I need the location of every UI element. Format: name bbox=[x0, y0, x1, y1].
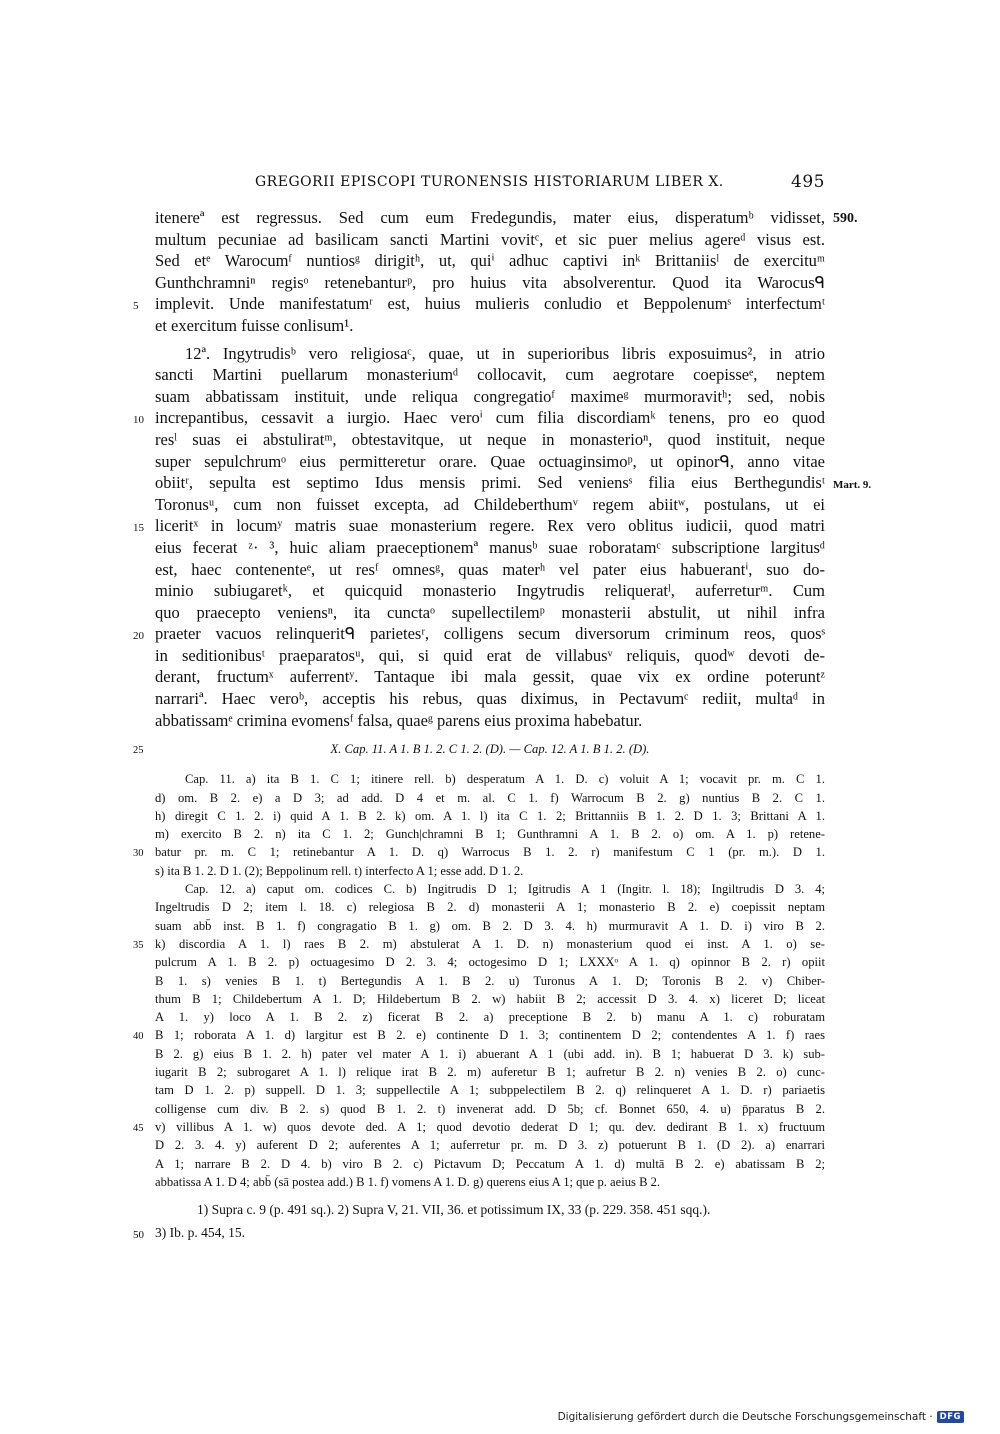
apparatus-line-text: batur pr. m. C 1; retinebantur A 1. D. q) Warrocus B 1. 2. r) manifestum C 1 (pr. m.). D 1. bbox=[155, 845, 825, 860]
text-line bbox=[155, 645, 825, 667]
apparatus-line bbox=[155, 1081, 825, 1099]
apparatus-line bbox=[133, 935, 825, 953]
apparatus-line-text: Cap. 11. a) ita B 1. C 1; itinere rell. b) desperatum A 1. D. c) voluit A 1; vocavit pr. m. C 1. bbox=[185, 772, 825, 787]
apparatus-line-text: tam D 1. 2. p) suppell. D 1. 3; suppellectile A 1; subppelectilem B 2. q) relinqueret A 1. D. r) pariaetis bbox=[155, 1083, 825, 1098]
credit-text: Digitalisierung gefördert durch die Deutsche Forschungsgemeinschaft · bbox=[557, 1411, 933, 1423]
text-line-text: suam abbatissam instituit, unde reliqua congregatioᶠ maximeᵍ murmoravitʰ; sed, nobis bbox=[155, 386, 825, 406]
apparatus-line bbox=[155, 789, 825, 807]
text-line-text: et exercitum fuisse conlisum¹. bbox=[155, 315, 354, 335]
text-line-text: abbatissamᵉ crimina evomensᶠ falsa, quaeᵍ parens eius proxima habebatur. bbox=[155, 710, 643, 730]
apparatus-line-text: d) om. B 2. e) a D 3; ad add. D 4 et m. al. C 1. f) Warrocum B 2. g) nuntius B 2. C 1. bbox=[155, 790, 825, 805]
apparatus-line bbox=[133, 1026, 825, 1044]
apparatus-line bbox=[155, 953, 825, 971]
line-number: 45 bbox=[133, 1122, 144, 1134]
text-line-text: super sepulchrumᵒ eius permitteretur orare. Quae octuaginsimoᵖ, ut opinorᑫ, anno vitae bbox=[155, 451, 825, 471]
line-number: 15 bbox=[133, 522, 144, 535]
text-line bbox=[133, 623, 825, 645]
text-line bbox=[155, 710, 825, 732]
text-line bbox=[133, 293, 825, 315]
apparatus-line-text: Cap. 12. a) caput om. codices C. b) Ingitrudis D 1; Igitrudis A 1 (Ingitr. l. 18); Ingiltrudis D 3. 4; bbox=[185, 882, 825, 897]
apparatus-line-text: v) villibus A 1. w) quos devote ded. A 1; quod devotio dederat D 1; qu. dev. dedirant B 1. x) fructuum bbox=[155, 1119, 825, 1134]
apparatus-line-text: s) ita B 1. 2. D 1. (2); Beppolinum rell. t) interfecto A 1; esse add. D 1. 2. bbox=[155, 863, 524, 878]
footnote-line bbox=[155, 1198, 825, 1221]
text-line bbox=[155, 429, 825, 451]
footnote-line bbox=[133, 1221, 825, 1244]
apparatus-line bbox=[155, 770, 825, 788]
apparatus-line bbox=[155, 880, 825, 898]
margin-date: 590. bbox=[833, 211, 858, 226]
apparatus-line-text: Ingeltrudis D 2; item l. 18. c) relegiosa B 2. d) monasterii A 1; monasterio B 2. e) coepissit neptam bbox=[155, 900, 825, 915]
text-line bbox=[155, 494, 825, 516]
apparatus-line bbox=[133, 1118, 825, 1136]
text-line-text: praeter vacuos relinqueritᑫ parietesʳ, colligens secum diversorum criminum reos, quosˢ bbox=[155, 624, 825, 644]
apparatus-line-text: k) discordia A 1. l) raes B 2. m) abstulerat A 1. D. n) monasterium quod ei inst. A 1. o) se- bbox=[155, 936, 825, 951]
apparatus-line bbox=[155, 1155, 825, 1173]
apparatus-line-text: B 1. s) venies B 1. t) Bertegundis A 1. B 2. u) Turonus A 1. D; Toronis B 2. v) Chiber- bbox=[155, 973, 825, 988]
apparatus-line-text: suam abb̄ inst. B 1. f) congragatio B 1. g) om. B 2. D 3. 4. h) murmuravit A 1. D. i) viro B 2. bbox=[155, 918, 825, 933]
text-line bbox=[133, 515, 825, 537]
text-line-text: quo praecepto veniensⁿ, ita cunctaᵒ supellectilemᵖ monasterii abstulit, ut nihil infra bbox=[155, 602, 825, 622]
line-number: 40 bbox=[133, 1031, 144, 1043]
running-title: GREGORII EPISCOPI TURONENSIS HISTORIARUM LIBER X. bbox=[255, 174, 724, 190]
apparatus-line bbox=[155, 1063, 825, 1081]
text-line-text: eius fecerat ᶻ· ³, huic aliam praeceptionemª manusᵇ suae roboratamᶜ subscriptione largitusᵈ bbox=[155, 537, 825, 557]
dfg-logo-icon: DFG bbox=[937, 1411, 964, 1423]
text-line-text: implevit. Unde manifestatumʳ est, huius mulieris conludio et Beppolenumˢ interfectumᵗ bbox=[155, 294, 825, 314]
text-line-text: Gunthchramniⁿ regisᵒ retenebanturᵖ, pro huius vita absolverentur. Quod ita Warocusᑫ bbox=[155, 272, 825, 292]
apparatus-line-text: B 2. g) eius B 1. 2. h) pater vel mater A 1. i) abuerant A 1 (ubi add. in). B 1; habuerat D 3. k) sub- bbox=[155, 1046, 825, 1061]
text-line bbox=[155, 666, 825, 688]
apparatus-line-text: iugarit B 2; subrogaret A 1. l) relique irat B 2. m) auferetur B 1; aufretur B 2. n) venies B 2. o) cunc- bbox=[155, 1065, 825, 1080]
text-line-text: Sed etᵉ Warocumᶠ nuntiosᵍ dirigitʰ, ut, quiⁱ adhuc captivi inᵏ Brittaniisˡ de exercituᵐ bbox=[155, 251, 825, 271]
apparatus-line bbox=[155, 972, 825, 990]
line-number: 30 bbox=[133, 848, 144, 860]
apparatus-line bbox=[155, 1173, 825, 1191]
text-line bbox=[155, 472, 872, 494]
text-line-text: increpantibus, cessavit a iurgio. Haec veroⁱ cum filia discordiamᵏ tenens, pro eo quod bbox=[155, 408, 825, 428]
text-line bbox=[155, 602, 825, 624]
paragraph-gap bbox=[155, 758, 825, 770]
text-line-text: liceritˣ in locumʸ matris suae monasterium regere. Rex vero oblitus iudicii, quod matri bbox=[155, 516, 825, 536]
apparatus-line-text: A 1; narrare B 2. D 4. b) viro B 2. c) Pictavum D; Peccatum A 1. d) multā B 2. e) abatissam B 2; bbox=[155, 1156, 825, 1171]
text-line bbox=[155, 559, 825, 581]
apparatus-line bbox=[155, 1100, 825, 1118]
text-line-text: 12ª. Ingytrudisᵇ vero religiosaᶜ, quae, ut in superioribus libris exposuimus², in atrio bbox=[185, 343, 825, 363]
line-number: 25 bbox=[133, 745, 144, 756]
apparatus-line bbox=[155, 862, 825, 880]
apparatus-line-text: X. Cap. 11. A 1. B 1. 2. C 1. 2. (D). — Cap. 12. A 1. B 1. 2. (D). bbox=[330, 742, 650, 756]
running-header bbox=[155, 170, 825, 196]
line-number: 5 bbox=[133, 300, 139, 313]
text-line bbox=[155, 272, 825, 294]
footnote-line-text: 1) Supra c. 9 (p. 491 sq.). 2) Supra V, 21. VII, 36. et potissimum IX, 33 (p. 229. 358. 451 sqq.). bbox=[197, 1202, 711, 1217]
text-line bbox=[155, 229, 825, 251]
text-line bbox=[155, 580, 825, 602]
text-line bbox=[155, 343, 825, 365]
text-line-text: resˡ suas ei abstuliratᵐ, obtestavitque, ut neque in monasterioⁿ, quod instituit, neque bbox=[155, 429, 825, 449]
apparatus-line-text: D 2. 3. 4. y) auferent D 2; auferentes A 1; auferretur pr. m. D 3. z) potuerunt B 1. (D 2). a) enarrari bbox=[155, 1138, 825, 1153]
text-line bbox=[155, 451, 825, 473]
text-line bbox=[155, 688, 825, 710]
footnote-line-text: 3) Ib. p. 454, 15. bbox=[155, 1225, 245, 1240]
apparatus-line bbox=[155, 990, 825, 1008]
apparatus-line bbox=[155, 1045, 825, 1063]
apparatus-line bbox=[133, 843, 825, 861]
page-number: 495 bbox=[791, 172, 825, 192]
text-line-text: in seditionibusᵗ praeparatosᵘ, qui, si quid erat de villabusᵛ reliquis, quodʷ devoti de- bbox=[155, 645, 825, 665]
footnotes bbox=[133, 1198, 825, 1244]
text-line bbox=[155, 537, 825, 559]
text-line bbox=[133, 407, 825, 429]
text-line bbox=[155, 250, 825, 272]
apparatus-line bbox=[155, 1136, 825, 1154]
apparatus-line bbox=[155, 917, 825, 935]
text-line-text: est, haec contenenteᵉ, ut resᶠ omnesᵍ, quas materʰ vel pater eius habuerantⁱ, suo do- bbox=[155, 559, 825, 579]
line-number: 20 bbox=[133, 630, 144, 643]
main-text bbox=[133, 207, 872, 731]
apparatus-line bbox=[155, 1008, 825, 1026]
text-line bbox=[155, 386, 825, 408]
text-line bbox=[155, 207, 858, 229]
text-line-text: derant, fructumˣ auferrentʸ. Tantaque ibi mala gessit, quae vix ex ordine poteruntᶻ bbox=[155, 667, 825, 687]
line-number: 10 bbox=[133, 414, 144, 427]
text-line-text: minio subiugaretᵏ, et quicquid monasterio Ingytrudis reliqueratˡ, auferreturᵐ. Cum bbox=[155, 581, 825, 601]
text-line-text: sancti Martini puellarum monasteriumᵈ collocavit, cum aegrotare coepisseᵉ, neptem bbox=[155, 365, 825, 385]
text-line-text: obiitʳ, sepulta est septimo Idus mensis primi. Sed veniensˢ filia eius Berthegundisᵗ bbox=[155, 473, 825, 493]
line-number: 50 bbox=[133, 1229, 144, 1241]
line-number: 35 bbox=[133, 939, 144, 951]
apparatus-line-text: h) diregit C 1. 2. i) quid A 1. B 2. k) om. A 1. l) ita C 1. 2; Brittanniis B 1. 2. D 1. 3; Brittani A 1. bbox=[155, 808, 825, 823]
text-line bbox=[155, 364, 825, 386]
apparatus-line bbox=[155, 898, 825, 916]
apparatus-line-text: m) exercito B 2. n) ita C 1. 2; Gunch|chramni B 1; Gunthramni A 1. B 2. o) om. A 1. p) retene- bbox=[155, 827, 825, 842]
text-line-text: Toronusᵘ, cum non fuisset excepta, ad Childeberthumᵛ regem abiitʷ, postulans, ut ei bbox=[155, 494, 825, 514]
critical-apparatus bbox=[133, 740, 825, 1191]
apparatus-line-text: A 1. y) loco A 1. B 2. z) ficerat B 2. a) preceptione B 2. b) manu A 1. c) roburatam bbox=[155, 1010, 825, 1025]
apparatus-line bbox=[133, 740, 825, 758]
text-line-text: itenereª est regressus. Sed cum eum Fredegundis, mater eius, disperatumᵇ vidisset, bbox=[155, 208, 825, 227]
apparatus-line-text: colligense cum div. B 2. s) quod B 1. 2. t) invenerat add. D 5b; cf. Bonnet 650, 4. u) p̄paratus B 2. bbox=[155, 1101, 825, 1116]
apparatus-line-text: pulcrum A 1. B 2. p) octuagesimo D 2. 3. 4; octogesimo D 1; LXXXᵒ A 1. q) opinnor B 2. r) opiit bbox=[155, 955, 825, 970]
margin-date: Mart. 9. bbox=[833, 479, 872, 492]
apparatus-line bbox=[155, 807, 825, 825]
apparatus-line-text: thum B 1; Childebertum A 1. D; Hildebertum B 2. w) habiit B 2; accessit D 3. 4. x) liceret D; liceat bbox=[155, 991, 825, 1006]
digitization-credit bbox=[558, 1411, 964, 1423]
text-line bbox=[155, 315, 825, 337]
apparatus-line-text: B 1; roborata A 1. d) largitur est B 2. e) continente D 1. 3; continentem D 2; contendentes A 1. f) raes bbox=[155, 1028, 825, 1043]
apparatus-line-text: abbatissa A 1. D 4; abb̄ (sā postea add.) B 1. f) vomens A 1. D. g) querens eius A 1; que p. aeius B 2. bbox=[155, 1174, 661, 1189]
apparatus-line bbox=[155, 825, 825, 843]
text-line-text: multum pecuniae ad basilicam sancti Martini vovitᶜ, et sic puer melius agereᵈ visus est. bbox=[155, 229, 825, 249]
text-line-text: narrariª. Haec veroᵇ, acceptis his rebus, quas diximus, in Pectavumᶜ rediit, multaᵈ in bbox=[155, 689, 825, 709]
